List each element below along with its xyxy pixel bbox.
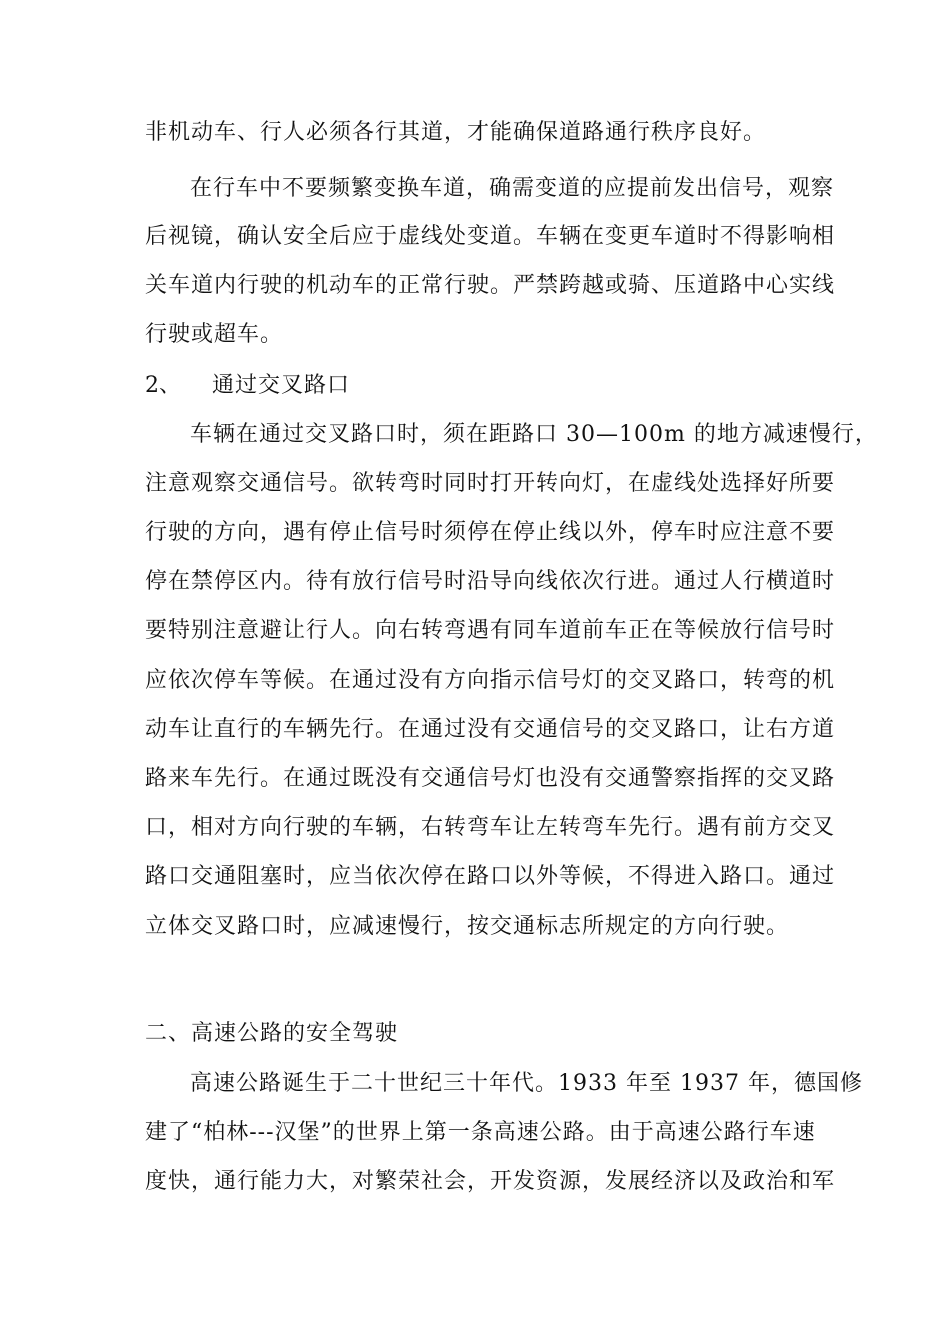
paragraph-line: 关车道内行驶的机动车的正常行驶。严禁跨越或骑、压道路中心实线: [145, 273, 836, 298]
paragraph-line: 行驶的方向，遇有停止信号时须停在停止线以外，停车时应注意不要: [145, 520, 836, 545]
paragraph-line: 后视镜，确认安全后应于虚线处变道。车辆在变更车道时不得影响相: [145, 224, 836, 249]
paragraph-line: 行驶或超车。: [145, 322, 284, 347]
section-heading: 二、高速公路的安全驾驶: [145, 1021, 399, 1046]
paragraph-line: 立体交叉路口时，应减速慢行，按交通标志所规定的方向行驶。: [145, 914, 790, 939]
paragraph-line: 高速公路诞生于二十世纪三十年代。1933 年至 1937 年，德国修: [190, 1071, 863, 1096]
paragraph-line: 路口交通阻塞时，应当依次停在路口以外等候，不得进入路口。通过: [145, 864, 836, 889]
paragraph-line: 应依次停车等候。在通过没有方向指示信号灯的交叉路口，转弯的机: [145, 668, 836, 693]
paragraph-line: 口，相对方向行驶的车辆，右转弯车让左转弯车先行。遇有前方交叉: [145, 815, 836, 840]
paragraph-line: 车辆在通过交叉路口时，须在距路口 30—100m 的地方减速慢行，: [190, 422, 878, 447]
paragraph-line: 度快，通行能力大，对繁荣社会，开发资源，发展经济以及政治和军: [145, 1169, 836, 1194]
paragraph-line: 要特别注意避让行人。向右转弯遇有同车道前车正在等候放行信号时: [145, 618, 836, 643]
section-title: 通过交叉路口: [212, 373, 351, 398]
paragraph-line: 在行车中不要频繁变换车道，确需变道的应提前发出信号，观察: [190, 176, 835, 201]
paragraph-line: 注意观察交通信号。欲转弯时同时打开转向灯，在虚线处选择好所要: [145, 471, 836, 496]
paragraph-line: 建了“柏林---汉堡”的世界上第一条高速公路。由于高速公路行车速: [145, 1120, 816, 1145]
paragraph-line: 停在禁停区内。待有放行信号时沿导向线依次行进。通过人行横道时: [145, 569, 836, 594]
section-number: 2、: [145, 373, 181, 398]
paragraph-line: 非机动车、行人必须各行其道，才能确保道路通行秩序良好。: [145, 120, 767, 145]
paragraph-line: 动车让直行的车辆先行。在通过没有交通信号的交叉路口，让右方道: [145, 717, 836, 742]
paragraph-line: 路来车先行。在通过既没有交通信号灯也没有交通警察指挥的交叉路: [145, 766, 836, 791]
